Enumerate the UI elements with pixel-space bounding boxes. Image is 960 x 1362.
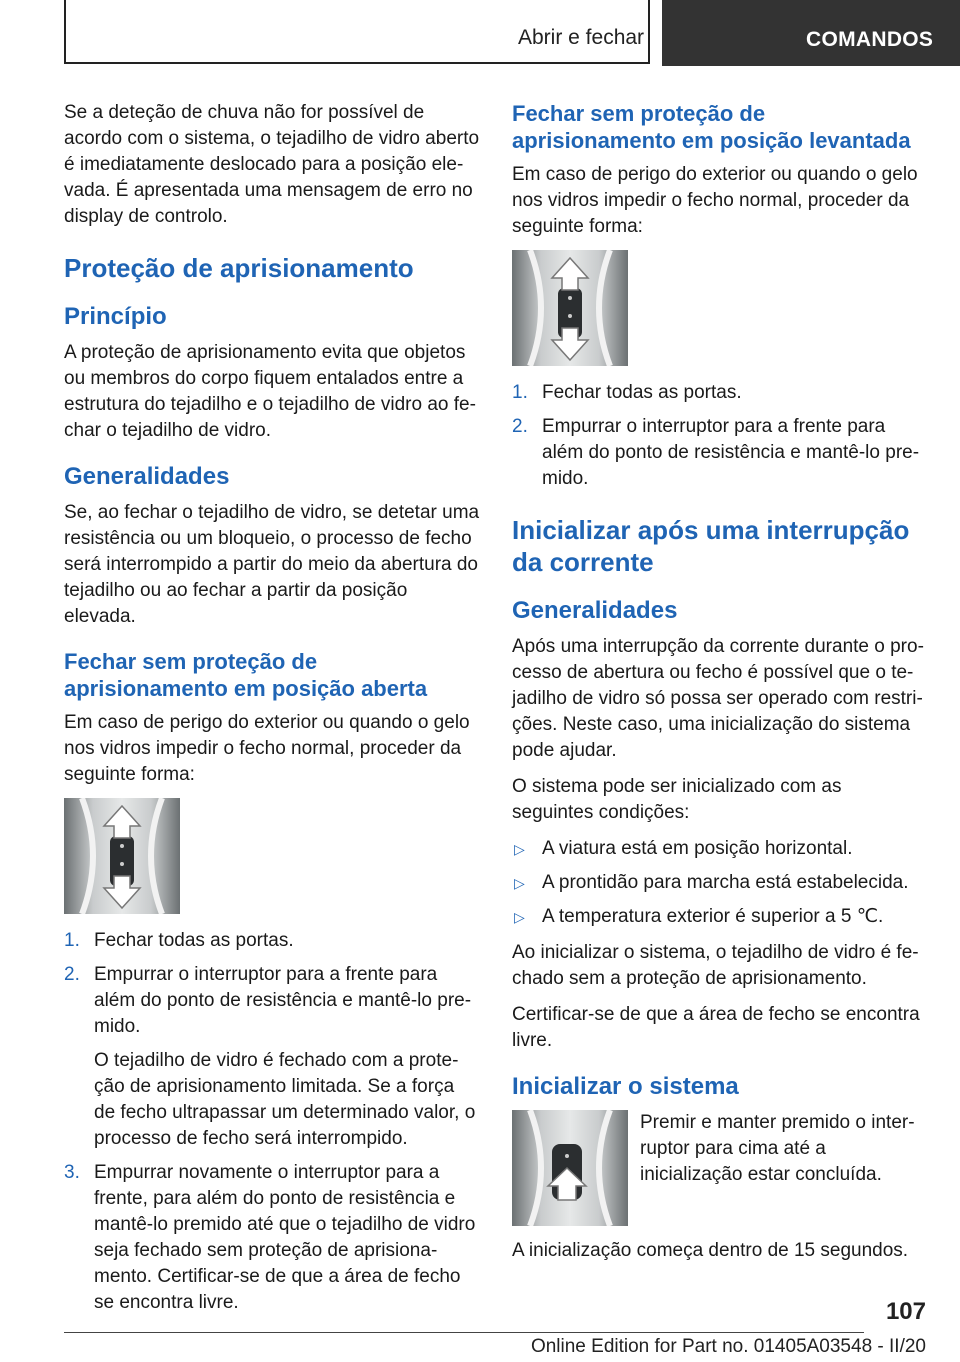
list-item bbox=[512, 870, 928, 896]
heading-protecao-aprisionamento: Proteção de aprisionamento bbox=[64, 253, 414, 283]
step-text: Fechar todas as portas. bbox=[542, 382, 742, 403]
step-text: Fechar todas as portas. bbox=[94, 930, 294, 951]
header-rule-left bbox=[64, 0, 66, 64]
steps-list-aberta bbox=[64, 928, 480, 1316]
list-item bbox=[64, 962, 480, 1152]
inicializar-sistema-block bbox=[512, 1110, 928, 1226]
inicializacao-start-paragraph: A inicialização começa dentro de 15 segundos. bbox=[512, 1240, 909, 1261]
page-header bbox=[0, 0, 960, 66]
footer-rule bbox=[64, 1332, 864, 1333]
step-text: Empurrar o interruptor para a frente para além do ponto de resistência e mantê-lo premido. bbox=[94, 964, 472, 1037]
conditions-list bbox=[512, 836, 928, 930]
list-item bbox=[512, 380, 928, 406]
step-number: 3. bbox=[64, 1162, 80, 1183]
fechar-levantada-paragraph: Em caso de perigo do exterior ou quando o gelo nos vidros impedir o fecho normal, proceder da seguinte forma: bbox=[512, 164, 918, 237]
heading-inicializar-sistema: Inicializar o sistema bbox=[512, 1073, 739, 1100]
list-item bbox=[512, 836, 928, 862]
list-item bbox=[512, 904, 928, 930]
step-number: 1. bbox=[64, 930, 80, 951]
step-number: 1. bbox=[512, 382, 528, 403]
switch-push-up-illustration bbox=[512, 1110, 628, 1226]
header-rule-bottom bbox=[64, 62, 650, 64]
step-number: 2. bbox=[64, 964, 80, 985]
heading-fechar-posicao-aberta: Fechar sem proteção de aprisionamento em posição aberta bbox=[64, 649, 428, 701]
step-text: Empurrar novamente o interruptor para a frente, para além do ponto de resistência e mantê-lo premido até que o tejadilho de vidro seja fechado sem proteção de aprisionamento. Certificar-se de que a área de fecho se encontra livre. bbox=[94, 1162, 476, 1313]
heading-generalidades: Generalidades bbox=[512, 597, 678, 624]
heading-fechar-posicao-levantada: Fechar sem proteção de aprisionamento em posição levantada bbox=[512, 101, 911, 153]
header-rule-right bbox=[648, 0, 650, 64]
right-column bbox=[512, 100, 928, 1274]
switch-push-forward-illustration bbox=[64, 798, 180, 914]
inicializar-sistema-paragraph: Premir e manter premido o interruptor para cima até a inicialização estar concluída. bbox=[640, 1112, 915, 1185]
generalidades-paragraph: Se, ao fechar o tejadilho de vidro, se detetar uma resistência ou um bloqueio, o processo de fecho será interrompido a partir do meio da abertura do tejadilho ou ao fechar a partir da posição elevada. bbox=[64, 502, 480, 627]
edition-footer: Online Edition for Part no. 01405A03548 - II/20 bbox=[530, 1336, 926, 1357]
condition-text: A prontidão para marcha está estabelecida. bbox=[542, 872, 909, 893]
condition-text: A viatura está em posição horizontal. bbox=[542, 838, 853, 859]
heading-generalidades: Generalidades bbox=[64, 463, 230, 490]
principio-paragraph: A proteção de aprisionamento evita que objetos ou membros do corpo fiquem entalados entre a estrutura do tejadilho e o tejadilho de vidro ao fechar o tejadilho de vidro. bbox=[64, 342, 476, 441]
list-item bbox=[64, 928, 480, 954]
heading-principio: Princípio bbox=[64, 303, 167, 330]
list-item bbox=[512, 414, 928, 492]
switch-push-forward-illustration bbox=[512, 250, 628, 366]
step-note: O tejadilho de vidro é fechado com a proteção de aprisionamento limitada. Se a força de fecho ultrapassar um determinado valor, o processo de fecho será interrompido. bbox=[94, 1050, 476, 1149]
page-number: 107 bbox=[885, 1298, 926, 1325]
condicoes-intro: O sistema pode ser inicializado com as seguintes condições: bbox=[512, 776, 842, 823]
triangle-bullet-icon: ▷ bbox=[514, 875, 525, 891]
heading-inicializar-interrupcao: Inicializar após uma interrupção da corrente bbox=[512, 515, 910, 577]
left-column bbox=[64, 100, 480, 1326]
steps-list-levantada bbox=[512, 380, 928, 492]
chapter-title: COMANDOS bbox=[806, 28, 934, 51]
certificar-note: Certificar-se de que a área de fecho se encontra livre. bbox=[512, 1004, 920, 1051]
step-number: 2. bbox=[512, 416, 528, 437]
fechar-aberta-paragraph: Em caso de perigo do exterior ou quando o gelo nos vidros impedir o fecho normal, proceder da seguinte forma: bbox=[64, 712, 470, 785]
triangle-bullet-icon: ▷ bbox=[514, 841, 525, 857]
list-item bbox=[64, 1160, 480, 1316]
condition-text: A temperatura exterior é superior a 5 ℃. bbox=[542, 906, 884, 927]
section-title: Abrir e fechar bbox=[518, 26, 645, 49]
rain-detection-paragraph: Se a deteção de chuva não for possível de acordo com o sistema, o tejadilho de vidro aberto é imediatamente deslocado para a posição elevada. É apresentada uma mensagem de erro no display de controlo. bbox=[64, 102, 480, 227]
generalidades-paragraph: Após uma interrupção da corrente durante o processo de abertura ou fecho é possível que o tejadilho de vidro só possa ser operado com restrições. Neste caso, uma inicialização do sistema pode ajudar. bbox=[512, 636, 924, 761]
step-text: Empurrar o interruptor para a frente para além do ponto de resistência e mantê-lo premido. bbox=[542, 416, 920, 489]
triangle-bullet-icon: ▷ bbox=[514, 909, 525, 925]
inicializar-note: Ao inicializar o sistema, o tejadilho de vidro é fechado sem a proteção de aprisionamento. bbox=[512, 942, 919, 989]
